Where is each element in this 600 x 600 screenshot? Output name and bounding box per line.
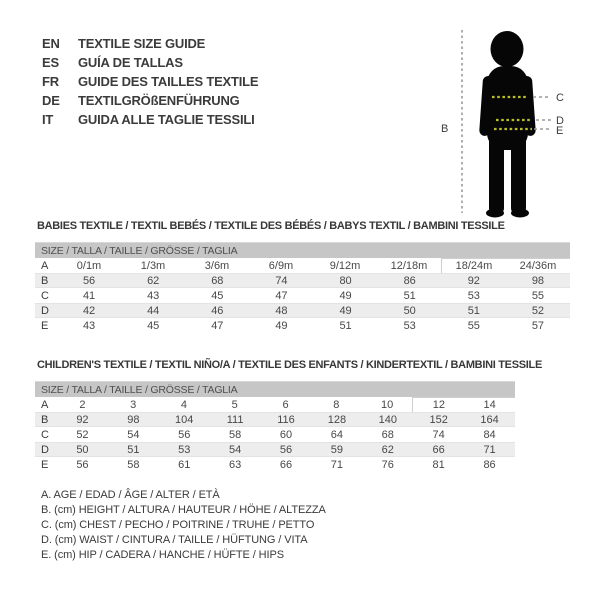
legend-line: E. (cm) HIP / CADERA / HANCHE / HÜFTE / HIPS — [41, 549, 284, 561]
size-cell: 140 — [378, 413, 397, 426]
size-cell: 8 — [333, 398, 340, 411]
size-cell: 0/1m — [76, 259, 102, 272]
size-cell: 2 — [79, 398, 86, 411]
size-cell: 92 — [467, 274, 480, 287]
row-label: B — [41, 274, 49, 287]
language-title: TEXTILGRÖßENFÜHRUNG — [78, 93, 240, 108]
size-cell: 49 — [275, 319, 288, 332]
size-cell: 128 — [327, 413, 347, 426]
child-silhouette — [479, 31, 536, 218]
language-code: IT — [42, 112, 54, 127]
size-cell: 44 — [147, 304, 160, 317]
size-cell: 18/24m — [441, 258, 506, 273]
table-row-e — [35, 457, 515, 472]
size-cell: 63 — [228, 458, 242, 471]
size-cell: 92 — [76, 413, 89, 426]
children-table-body — [35, 397, 515, 472]
size-cell: 45 — [211, 289, 224, 302]
size-cell: 98 — [127, 413, 140, 426]
size-cell: 53 — [467, 289, 480, 302]
size-cell: 51 — [127, 443, 140, 456]
size-cell: 4 — [180, 398, 188, 411]
label-b: B — [441, 123, 449, 135]
size-cell: 53 — [178, 443, 191, 456]
row-label: B — [41, 413, 49, 426]
language-title: GUÍA DE TALLAS — [78, 55, 183, 70]
size-cell: 43 — [82, 319, 96, 332]
table-row-c — [35, 288, 570, 303]
label-e: E — [556, 125, 564, 137]
size-cell: 49 — [339, 304, 352, 317]
size-cell: 9/12m — [329, 259, 361, 272]
size-cell: 59 — [330, 443, 344, 456]
table-row-b — [35, 412, 515, 427]
language-row-de — [42, 91, 258, 110]
language-title: GUIDE DES TAILLES TEXTILE — [78, 74, 259, 89]
size-cell: 6 — [282, 398, 289, 411]
babies-table-header: SIZE / TALLA / TAILLE / GRÖSSE / TAGLIA — [35, 243, 570, 258]
table-row-d — [35, 442, 515, 457]
size-cell: 12 — [412, 397, 464, 412]
size-cell: 55 — [531, 289, 545, 302]
language-row-fr — [42, 72, 258, 91]
size-cell: 42 — [82, 304, 96, 317]
language-title: TEXTILE SIZE GUIDE — [78, 36, 206, 51]
size-cell: 98 — [531, 274, 545, 287]
row-label: C — [41, 289, 49, 302]
size-cell: 76 — [381, 458, 394, 471]
table-row-c — [35, 427, 515, 442]
language-row-en — [42, 34, 258, 53]
size-cell: 58 — [228, 428, 242, 441]
babies-size-table — [35, 242, 570, 333]
table-row-b — [35, 273, 570, 288]
size-cell: 62 — [381, 443, 394, 456]
legend-line: D. (cm) WAIST / CINTURA / TAILLE / HÜFTUNG / VITA — [41, 534, 308, 546]
size-cell: 56 — [76, 458, 89, 471]
label-c: C — [556, 92, 564, 104]
size-cell: 58 — [127, 458, 140, 471]
babies-table-body — [35, 258, 570, 333]
size-cell: 51 — [467, 304, 480, 317]
row-label: D — [41, 304, 49, 317]
size-cell: 6/9m — [268, 259, 294, 272]
legend-line: B. (cm) HEIGHT / ALTURA / HAUTEUR / HÖHE / ALTEZZA — [41, 504, 326, 516]
size-cell: 3/6m — [204, 259, 230, 272]
size-cell: 68 — [381, 428, 394, 441]
child-silhouette-figure — [430, 20, 580, 225]
language-code: FR — [42, 74, 59, 89]
size-cell: 49 — [339, 289, 352, 302]
size-cell: 52 — [531, 304, 545, 317]
size-cell: 12/18m — [390, 259, 428, 272]
size-cell: 71 — [330, 458, 344, 471]
size-cell: 86 — [483, 458, 496, 471]
children-size-table — [35, 381, 515, 472]
size-cell: 66 — [279, 458, 293, 471]
language-row-it — [42, 110, 258, 129]
children-table-header: SIZE / TALLA / TAILLE / GRÖSSE / TAGLIA — [35, 382, 515, 397]
size-cell: 1/3m — [140, 259, 166, 272]
legend-line: C. (cm) CHEST / PECHO / POITRINE / TRUHE / PETTO — [41, 519, 315, 531]
size-cell: 56 — [178, 428, 191, 441]
size-cell: 53 — [403, 319, 416, 332]
size-cell: 104 — [175, 413, 194, 426]
size-cell: 55 — [467, 319, 480, 332]
size-cell: 60 — [279, 428, 293, 441]
table-row-a — [35, 397, 515, 412]
size-cell: 84 — [483, 428, 496, 441]
row-label: A — [41, 259, 49, 272]
size-cell: 86 — [403, 274, 416, 287]
size-cell: 47 — [275, 289, 288, 302]
row-label: E — [41, 319, 49, 332]
table-row-e — [35, 318, 570, 333]
language-title: GUIDA ALLE TAGLIE TESSILI — [78, 112, 255, 127]
size-cell: 64 — [330, 428, 344, 441]
language-legend — [42, 34, 258, 129]
size-cell: 51 — [339, 319, 352, 332]
size-cell: 56 — [279, 443, 293, 456]
size-cell: 80 — [339, 274, 352, 287]
size-cell: 66 — [432, 443, 445, 456]
row-label: D — [41, 443, 49, 456]
language-code: DE — [42, 93, 60, 108]
size-cell: 111 — [226, 413, 244, 426]
size-cell: 116 — [277, 413, 295, 426]
size-cell: 14 — [464, 397, 515, 412]
size-cell: 10 — [380, 398, 394, 411]
measurement-legend — [41, 488, 326, 563]
row-label: C — [41, 428, 49, 441]
size-cell: 81 — [432, 458, 445, 471]
language-row-es — [42, 53, 258, 72]
size-cell: 46 — [211, 304, 224, 317]
size-cell: 5 — [231, 398, 238, 411]
size-cell: 56 — [82, 274, 96, 287]
legend-line: A. AGE / EDAD / ÂGE / ALTER / ETÀ — [41, 489, 220, 501]
label-d: D — [556, 115, 564, 127]
size-cell: 57 — [531, 319, 545, 332]
size-cell: 50 — [403, 304, 416, 317]
size-cell: 71 — [483, 443, 496, 456]
babies-section-title: BABIES TEXTILE / TEXTIL BEBÉS / TEXTILE DES BÉBÉS / BABYS TEXTIL / BAMBINI TESSILE — [37, 220, 505, 232]
size-cell: 45 — [147, 319, 160, 332]
size-cell: 164 — [480, 413, 499, 426]
size-cell: 24/36m — [506, 258, 570, 273]
size-cell: 74 — [432, 428, 445, 441]
size-cell: 52 — [76, 428, 89, 441]
table-row-d — [35, 303, 570, 318]
size-cell: 62 — [147, 274, 160, 287]
size-cell: 48 — [275, 304, 288, 317]
size-cell: 54 — [127, 428, 140, 441]
size-cell: 41 — [82, 289, 96, 302]
size-cell: 68 — [211, 274, 224, 287]
size-cell: 74 — [275, 274, 288, 287]
language-code: ES — [42, 55, 59, 70]
size-cell: 152 — [429, 413, 448, 426]
size-cell: 50 — [76, 443, 89, 456]
size-cell: 61 — [178, 458, 191, 471]
row-label: E — [41, 458, 49, 471]
size-cell: 3 — [130, 398, 137, 411]
size-cell: 51 — [403, 289, 416, 302]
children-section-title: CHILDREN'S TEXTILE / TEXTIL NIÑO/A / TEXTILE DES ENFANTS / KINDERTEXTIL / BAMBINI TESSILE — [37, 359, 542, 371]
language-code: EN — [42, 36, 60, 51]
size-cell: 47 — [211, 319, 224, 332]
row-label: A — [41, 398, 49, 411]
table-row-a — [35, 258, 570, 273]
size-cell: 54 — [228, 443, 242, 456]
size-cell: 43 — [147, 289, 160, 302]
